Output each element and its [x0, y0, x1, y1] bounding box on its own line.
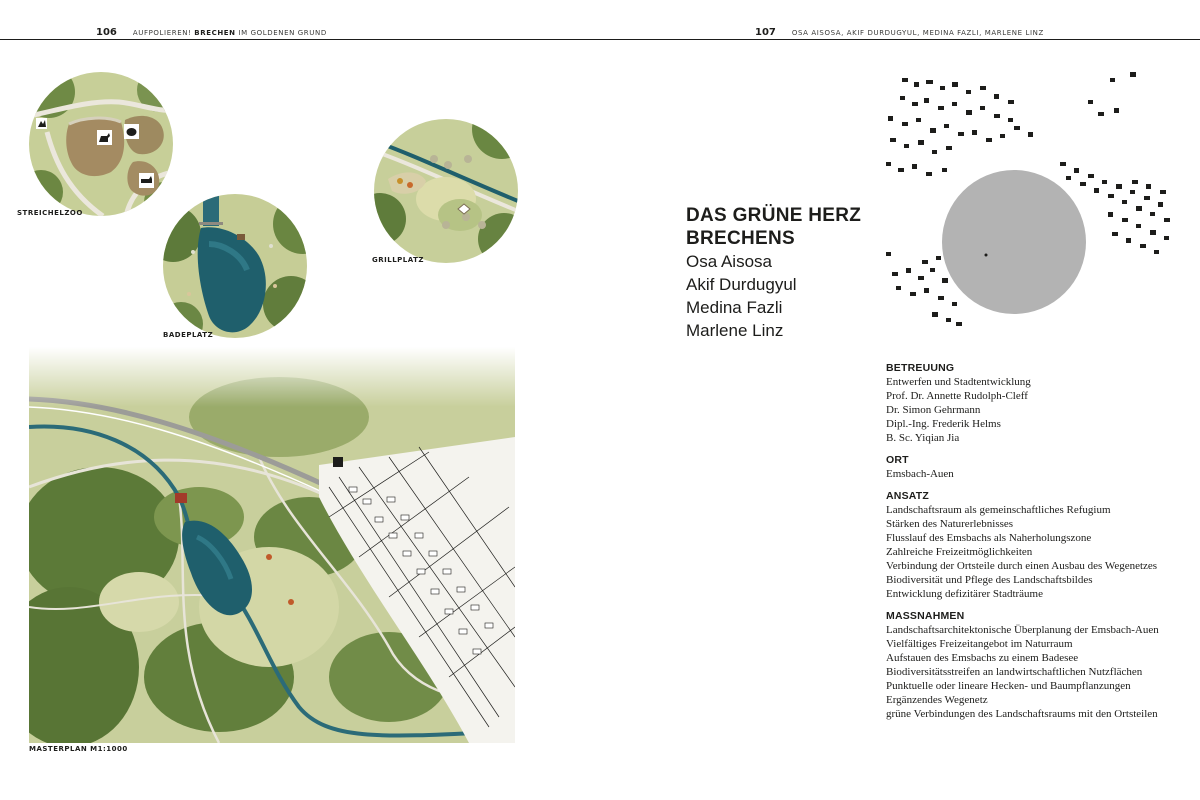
project-info	[886, 362, 1186, 721]
project-title-line-1: DAS GRÜNE HERZ	[686, 205, 862, 226]
project-title-block	[686, 204, 861, 342]
left-page-number: 106	[96, 27, 117, 38]
badeplatz-caption: BADEPLATZ	[163, 331, 214, 339]
ansatz-line: Flusslauf des Emsbachs als Naherholungszone	[886, 532, 1092, 544]
grillplatz-caption: GRILLPLATZ	[372, 256, 424, 264]
right-page-number: 107	[755, 27, 776, 38]
streichelzoo-circle-image	[29, 72, 173, 216]
author-2: Akif Durdugyul	[686, 275, 797, 294]
ansatz-line: Landschaftsraum als gemeinschaftliches Refugium	[886, 504, 1111, 516]
left-header-bold: BRECHEN	[194, 29, 236, 37]
massnahmen-line: grüne Verbindungen des Landschaftsraums mit den Ortsteilen	[886, 708, 1158, 720]
massnahmen-line: Landschaftsarchitektonische Überplanung der Emsbach-Auen	[886, 624, 1159, 636]
ansatz-line: Biodiversität und Pflege des Landschaftsbildes	[886, 574, 1093, 586]
betreuung-line: B. Sc. Yiqian Jia	[886, 432, 960, 444]
ort-line: Emsbach-Auen	[886, 468, 954, 480]
figure-ground-plan	[882, 72, 1182, 332]
ansatz-line: Zahlreiche Freizeitmöglichkeiten	[886, 546, 1033, 558]
betreuung-heading: BETREUUNG	[886, 362, 955, 374]
masterplan-caption: MASTERPLAN M1:1000	[29, 745, 128, 753]
massnahmen-line: Aufstauen des Emsbachs zu einem Badesee	[886, 652, 1079, 664]
right-running-header	[755, 27, 1044, 38]
betreuung-line: Dipl.-Ing. Frederik Helms	[886, 418, 1001, 430]
masterplan-image	[29, 347, 515, 743]
project-title-line-2: BRECHENS	[686, 228, 796, 249]
massnahmen-heading: MASSNAHMEN	[886, 610, 965, 622]
betreuung-line: Entwerfen und Stadtentwicklung	[886, 376, 1031, 388]
author-4: Marlene Linz	[686, 321, 784, 340]
massnahmen-line: Vielfältiges Freizeitangebot im Naturraum	[886, 638, 1073, 650]
massnahmen-line: Punktuelle oder lineare Hecken- und Baumpflanzungen	[886, 680, 1131, 692]
left-running-header	[96, 27, 327, 38]
badeplatz-circle-image	[163, 194, 307, 338]
header-rule	[0, 39, 1200, 40]
author-1: Osa Aisosa	[686, 252, 772, 271]
betreuung-line: Dr. Simon Gehrmann	[886, 404, 981, 416]
ansatz-line: Verbindung der Ortsteile durch einen Ausbau des Wegenetzes	[886, 560, 1158, 572]
left-header-suffix: IM GOLDENEN GRUND	[238, 29, 327, 37]
left-header-prefix: AUFPOLIEREN!	[132, 29, 192, 37]
ansatz-line: Stärken des Naturerlebnisses	[886, 518, 1014, 530]
author-3: Medina Fazli	[686, 298, 783, 317]
massnahmen-line: Biodiversitätsstreifen an landwirtschaftlichen Nutzflächen	[886, 666, 1143, 678]
massnahmen-line: Ergänzendes Wegenetz	[886, 694, 988, 706]
right-header-authors: OSA AISOSA, AKIF DURDUGYUL, MEDINA FAZLI, MARLENE LINZ	[791, 29, 1044, 37]
ansatz-heading: ANSATZ	[886, 490, 930, 502]
streichelzoo-caption: STREICHELZOO	[17, 209, 83, 217]
grey-study-area-circle	[942, 170, 1086, 314]
ansatz-line: Entwicklung defizitärer Stadträume	[886, 588, 1043, 600]
ort-heading: ORT	[886, 454, 909, 466]
grillplatz-circle-image	[374, 119, 518, 263]
betreuung-line: Prof. Dr. Annette Rudolph-Cleff	[886, 390, 1028, 402]
